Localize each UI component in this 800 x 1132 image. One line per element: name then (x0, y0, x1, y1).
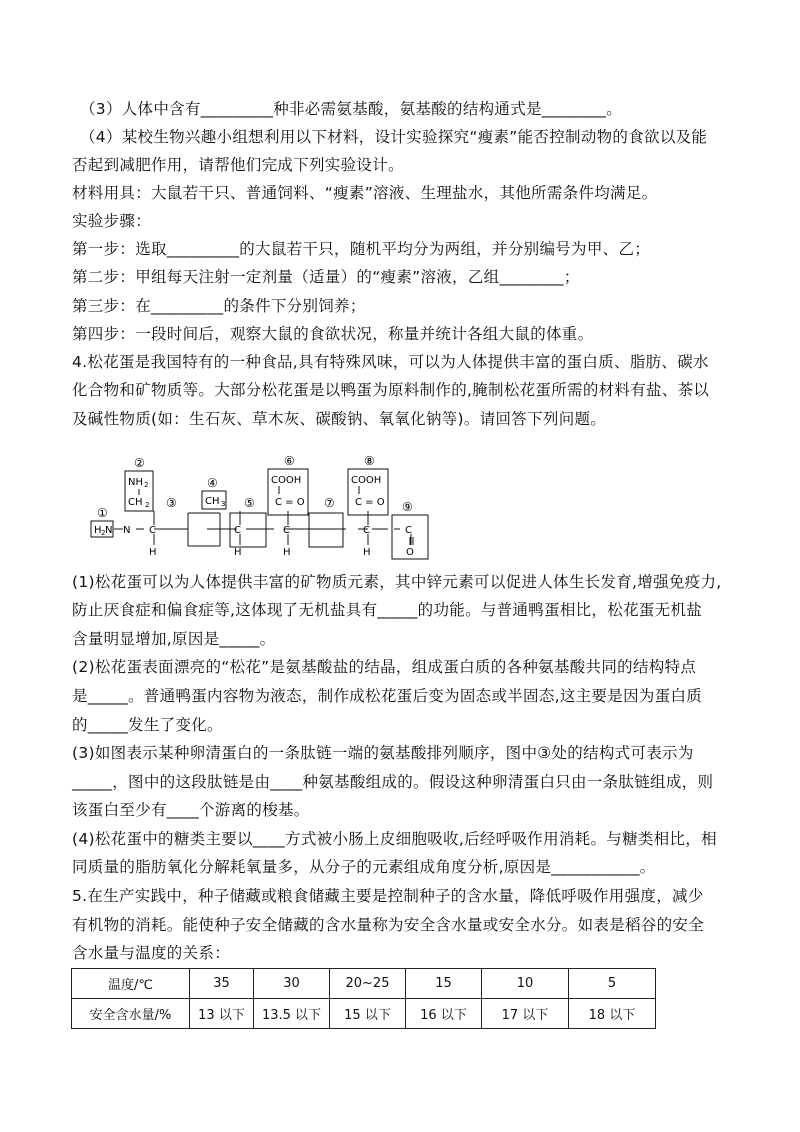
r4-ch3: CH (205, 496, 220, 507)
question-5-line2: 有机物的消耗。能使种子安全储藏的含水量称为安全含水量或安全水分。如表是稻谷的安全 (72, 916, 705, 934)
c-atom-1: C (149, 525, 156, 536)
r6-cooh: COOH (271, 475, 302, 486)
table-cell: 35 (190, 969, 254, 999)
h-atom-4: H (363, 547, 371, 558)
h2n-h: H (94, 525, 102, 536)
moisture-table (71, 968, 656, 1029)
question-4-intro-line3: 及碱性物质(如：生石灰、草木灰、碳酸钠、氧氧化钠等)。请回答下列问题。 (72, 410, 607, 428)
h2n-n: N (105, 525, 113, 536)
step-1: 第一步：选取_________的大鼠若干只，随机平均分为两组，并分别编号为甲、乙； (72, 240, 651, 258)
r6-c-eq-o: C = O (275, 497, 305, 508)
table-cell: 16 以下 (406, 999, 482, 1029)
r2-nh2-sub: 2 (144, 481, 149, 489)
label-2: ② (134, 456, 145, 470)
label-3: ③ (166, 496, 177, 510)
label-1: ① (97, 506, 108, 520)
h-atom-3: H (283, 547, 291, 558)
peptide-diagram (82, 455, 442, 573)
step-3: 第三步：在_________的条件下分别饲养； (72, 297, 366, 315)
steps-title: 实验步骤： (72, 212, 152, 230)
table-cell: 18 以下 (569, 999, 656, 1029)
row-header-temperature: 温度/℃ (72, 969, 190, 999)
table-cell: 13 以下 (190, 999, 254, 1029)
c-atom-4: C (363, 525, 370, 536)
table-cell: 17 以下 (482, 999, 569, 1029)
part-3-line3: 该蛋白至少有____个游离的梭基。 (72, 801, 310, 819)
h2n-sub: 2 (101, 529, 106, 537)
step-2: 第二步：甲组每天注射一定剂量（适量）的“瘦素”溶液，乙组________； (72, 268, 580, 286)
table-row (72, 969, 656, 999)
label-7: ⑦ (324, 496, 335, 510)
h-atom-1: H (149, 547, 157, 558)
part-1-line3: 含量明显增加,原因是_____。 (72, 630, 276, 648)
question-3-3: （3）人体中含有_________种非必需氨基酸，氨基酸的结构通式是________。 (80, 100, 623, 118)
row-header-moisture: 安全含水量/% (72, 999, 190, 1029)
part-1-line1: (1)松花蛋可以为人体提供丰富的矿物质元素，其中锌元素可以促进人体生长发育,增强免疫力, (72, 573, 722, 591)
step-4: 第四步：一段时间后，观察大鼠的食欲状况，称量并统计各组大鼠的体重。 (72, 325, 594, 343)
table-cell: 13.5 以下 (254, 999, 330, 1029)
part-4-line2: 同质量的脂肪氧化分解耗氧量多，从分子的元素组成角度分析,原因是___________。 (72, 858, 656, 876)
label-8: ⑧ (364, 455, 375, 468)
h-atom-2: H (234, 547, 242, 558)
part-3-line1: (3)如图表示某种卵清蛋白的一条肽链一端的氨基酸排列顺序，图中③处的结构式可表示为 (72, 744, 694, 762)
part-1-line2: 防止厌食症和偏食症等,这体现了无机盐具有_____的功能。与普通鸭蛋相比，松花蛋无机盐 (72, 601, 703, 619)
part-3-line2: _____，图中的这段肽链是由____种氨基酸组成的。假设这种卵清蛋白只由一条肽链组成，则 (72, 773, 714, 791)
table-cell: 15 (406, 969, 482, 999)
label-5: ⑤ (244, 496, 255, 510)
c-atom-2: C (234, 525, 241, 536)
question-4-intro-line2: 化合物和矿物质等。大部分松花蛋是以鸭蛋为原料制作的,腌制松花蛋所需的材料有盐、茶以 (72, 381, 710, 399)
part-2-line3: 的_____发生了变化。 (72, 716, 223, 734)
label-4: ④ (207, 476, 218, 490)
table-cell: 10 (482, 969, 569, 999)
part-2-line2: 是_____。普通鸭蛋内容物为液态，制作成松花蛋后变为固态或半固态,这主要是因为蛋白质 (72, 687, 703, 705)
table-row (72, 999, 656, 1029)
r2-ch2-sub: 2 (145, 501, 150, 509)
r2-ch2: CH (128, 497, 143, 508)
question-5-line3: 含水量与温度的关系： (72, 944, 231, 962)
materials-line: 材料用具：大鼠若干只、普通饲料、“瘦素”溶液、生理盐水，其他所需条件均满足。 (72, 184, 658, 202)
table-cell: 15 以下 (330, 999, 406, 1029)
o-atom-9: O (406, 547, 414, 558)
c-atom-9: C (405, 525, 412, 536)
r2-nh2: NH (128, 477, 143, 488)
part-4-line1: (4)松花蛋中的糖类主要以____方式被小肠上皮细胞吸收,后经呼吸作用消耗。与糖类相比，相 (72, 830, 717, 848)
n-atom-1: N (123, 525, 131, 536)
part-2-line1: (2)松花蛋表面漂亮的“松花”是氨基酸盐的结晶，组成蛋白质的各种氨基酸共同的结构特点 (72, 658, 697, 676)
r8-c-eq-o: C = O (355, 497, 385, 508)
table-cell: 5 (569, 969, 656, 999)
r4-ch3-sub: 3 (221, 500, 226, 508)
question-4-intro-line1: 4.松花蛋是我国特有的一种食品,具有特殊风味，可以为人体提供丰富的蛋白质、脂肪、碳水 (72, 353, 709, 371)
r8-cooh: COOH (351, 475, 382, 486)
label-9: ⑨ (402, 500, 413, 514)
question-3-4-line2: 否起到减肥作用，请帮他们完成下列实验设计。 (72, 156, 404, 174)
table-cell: 20~25 (330, 969, 406, 999)
label-6: ⑥ (284, 455, 295, 468)
c-atom-3: C (283, 525, 290, 536)
question-5-line1: 5.在生产实践中，种子储藏或粮食储藏主要是控制种子的含水量，降低呼吸作用强度，减少 (72, 887, 704, 905)
question-3-4-line1: （4）某校生物兴趣小组想利用以下材料，设计实验探究“瘦素”能否控制动物的食欲以及能 (80, 128, 708, 146)
table-cell: 30 (254, 969, 330, 999)
